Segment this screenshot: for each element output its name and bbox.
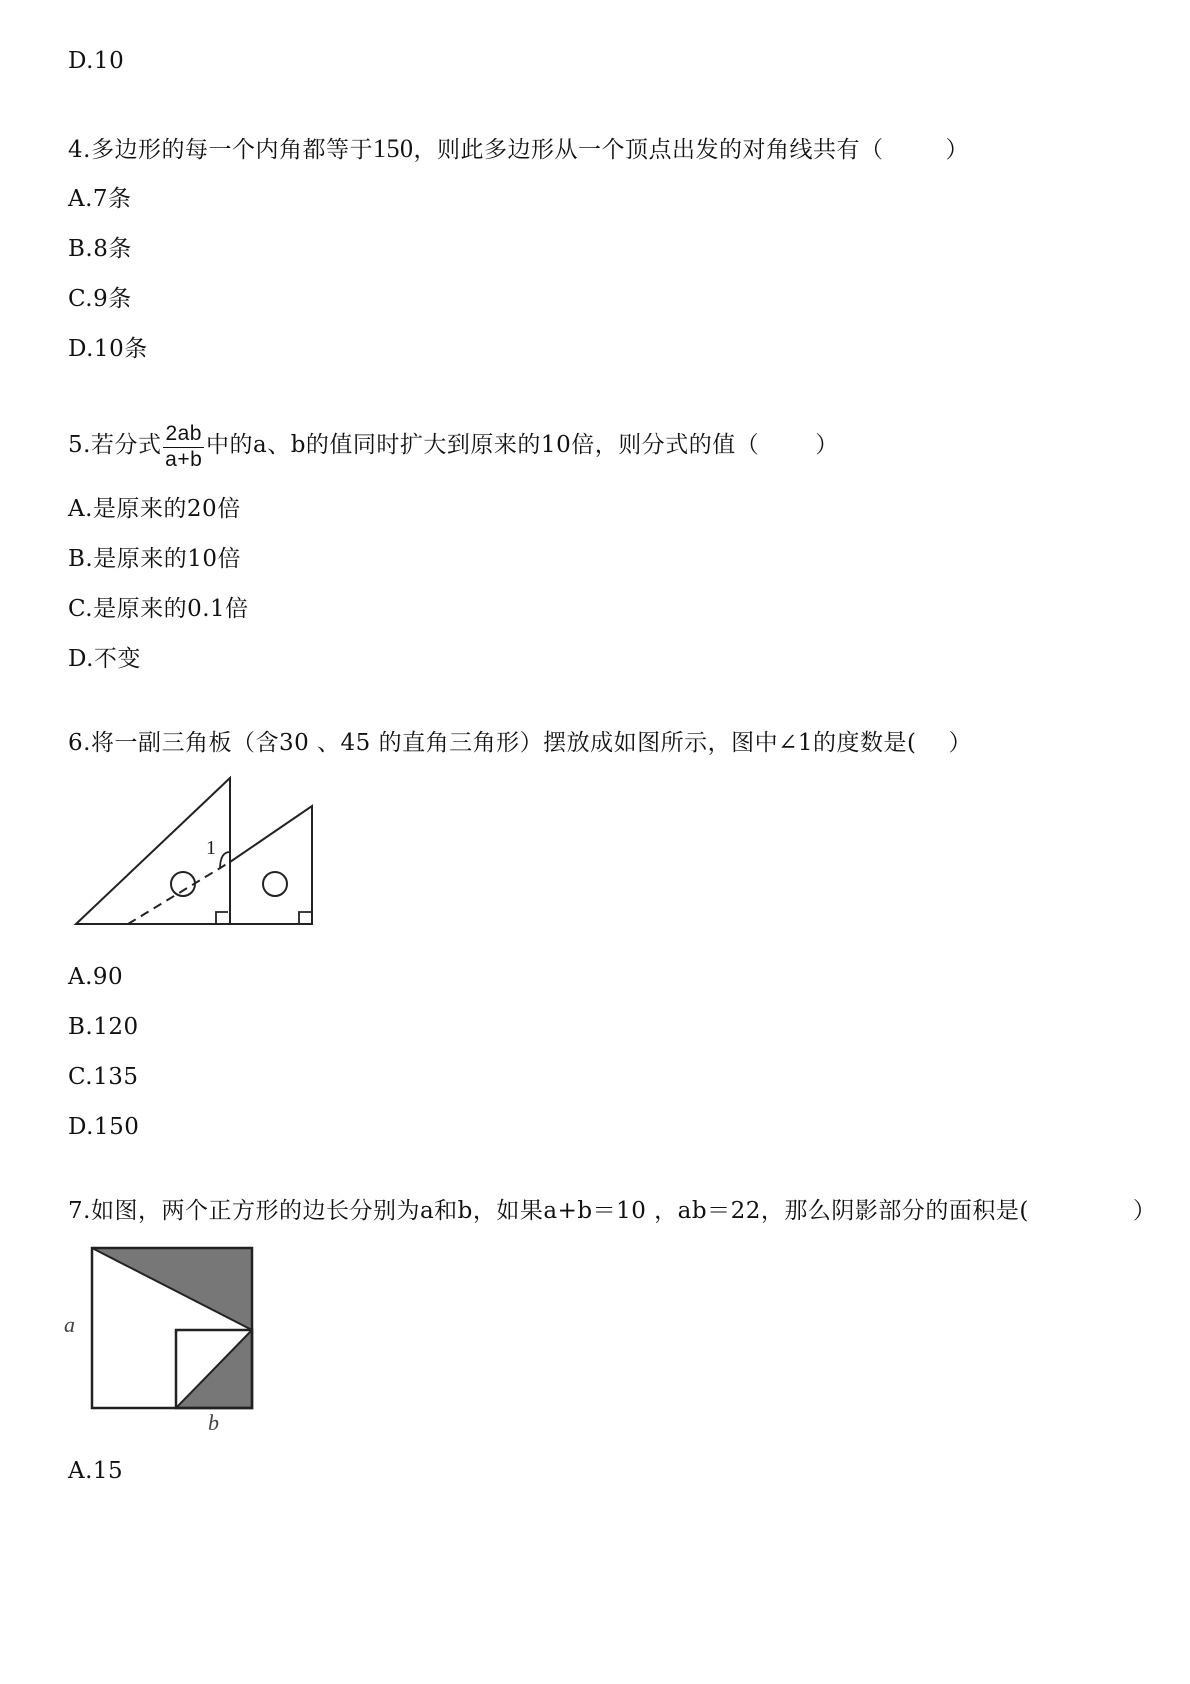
angle-1-label: 1	[206, 837, 216, 859]
set-squares-figure	[70, 772, 330, 932]
q5-stem-close: ）	[815, 432, 839, 458]
q4-option-b: B.8条	[68, 236, 132, 262]
q6-option-b: B.120	[68, 1014, 139, 1040]
q5-option-b: B.是原来的10倍	[68, 546, 241, 572]
dashed-hidden-edge	[128, 862, 230, 924]
q6-stem-text: 6.将一副三角板（含30 、45 的直角三角形）摆放成如图所示，图中∠1的度数是(	[68, 730, 917, 756]
q5-stem	[68, 418, 839, 472]
q3-option-d: D.10	[68, 48, 125, 74]
q6-stem	[68, 728, 972, 758]
q6-option-a: A.90	[68, 964, 124, 990]
q7-option-a: A.15	[68, 1458, 124, 1484]
two-squares-figure	[56, 1240, 276, 1440]
q4-stem-number: 150	[372, 134, 414, 163]
q7-stem-text: 7.如图，两个正方形的边长分别为a和b，如果a+b＝10 ，ab＝22，那么阴影部分的面积是(	[68, 1198, 1029, 1224]
q5-stem-text-b: 中的a、b的值同时扩大到原来的10倍，则分式的值（	[206, 432, 760, 458]
right-angle-mark-right	[299, 912, 311, 924]
q4-option-a: A.7条	[68, 186, 132, 212]
q5-fraction-numerator: 2ab	[163, 421, 204, 448]
q4-option-c: C.9条	[68, 286, 132, 312]
q4-stem	[68, 134, 969, 165]
large-triangle-hole	[171, 872, 195, 896]
q4-option-d: D.10条	[68, 336, 148, 362]
q7-stem	[68, 1196, 1156, 1226]
right-angle-mark-left	[216, 912, 228, 924]
small-triangle	[230, 806, 312, 924]
side-label-b: b	[208, 1410, 219, 1435]
side-label-a: a	[64, 1312, 75, 1337]
small-triangle-hole	[263, 872, 287, 896]
q6-stem-close: ）	[948, 730, 972, 756]
q5-stem-text-a: 5.若分式	[68, 432, 162, 458]
q6-option-c: C.135	[68, 1064, 139, 1090]
q4-stem-text-a: 4.多边形的每一个内角都等于	[68, 137, 373, 163]
q6-option-d: D.150	[68, 1114, 140, 1140]
q5-option-a: A.是原来的20倍	[68, 496, 241, 522]
q5-option-c: C.是原来的0.1倍	[68, 596, 249, 622]
q5-fraction-denominator: a+b	[165, 447, 203, 471]
q5-fraction	[163, 421, 204, 472]
q7-stem-close: ）	[1132, 1198, 1157, 1224]
q4-stem-text-b: ，则此多边形从一个顶点出发的对角线共有（	[413, 137, 884, 163]
q4-stem-close: ）	[945, 137, 969, 163]
q5-option-d: D.不变	[68, 646, 141, 672]
